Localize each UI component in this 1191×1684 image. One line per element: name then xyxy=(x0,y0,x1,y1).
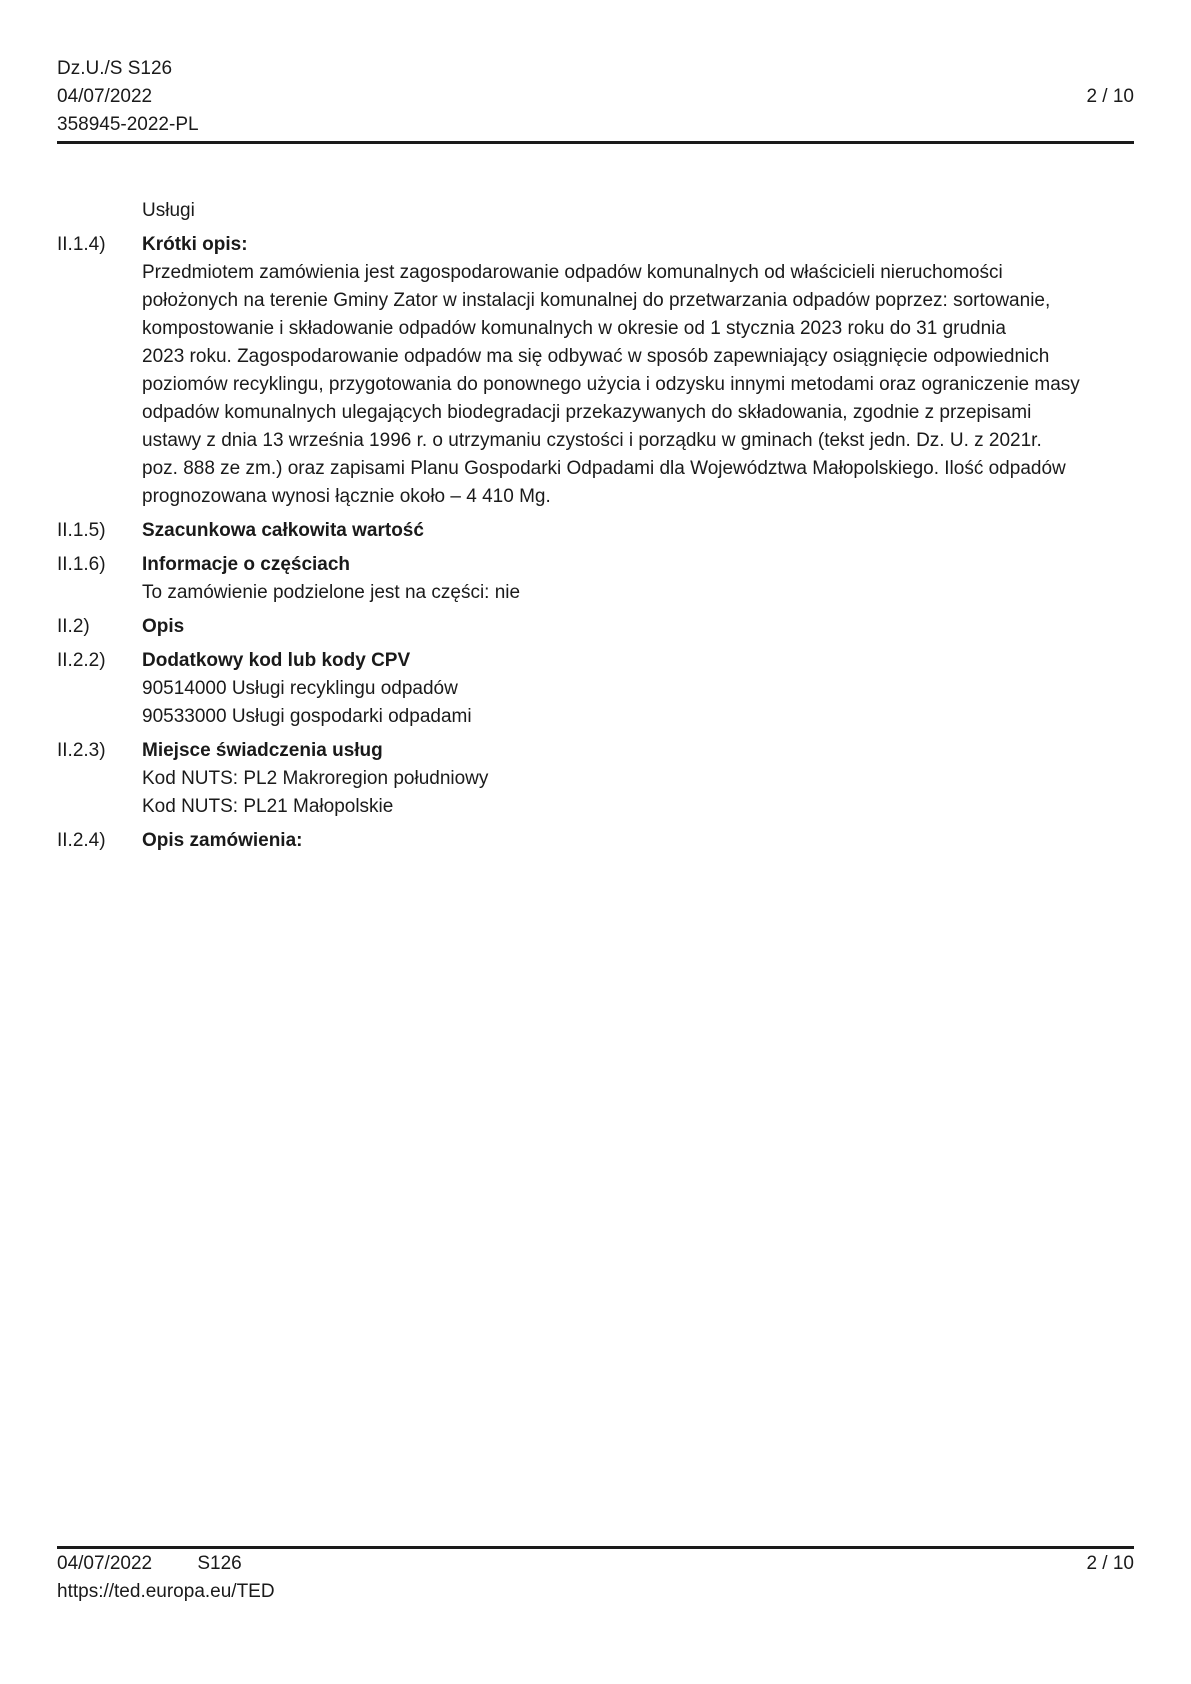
footer-date: 04/07/2022 xyxy=(57,1553,153,1574)
section-text-line: ustawy z dnia 13 września 1996 r. o utrzymaniu czystości i porządku w gminach (tekst jedn. Dz. U. z 2021r. xyxy=(142,430,1042,451)
section-text-line: położonych na terenie Gminy Zator w instalacji komunalnej do przetwarzania odpadów poprzez: sortowanie, xyxy=(142,290,1051,311)
publication-date: 04/07/2022 xyxy=(57,86,153,107)
section-body xyxy=(142,827,1134,855)
page-header xyxy=(57,55,1134,144)
section-body xyxy=(142,231,1134,511)
section-title: Miejsce świadczenia usług xyxy=(142,740,383,761)
section-body xyxy=(142,551,1134,607)
footer-page-number: 2 / 10 xyxy=(1086,1553,1134,1574)
footer-issue: S126 xyxy=(197,1553,242,1574)
footer-url-row xyxy=(57,1578,1134,1606)
section-number: II.2.2) xyxy=(57,650,106,671)
section-text-line: 90533000 Usługi gospodarki odpadami xyxy=(142,706,472,727)
header-page-number: 2 / 10 xyxy=(1086,86,1134,107)
section-text-line: 2023 roku. Zagospodarowanie odpadów ma się odbywać w sposób zapewniający osiągnięcie odpowiednich xyxy=(142,346,1050,367)
section-item xyxy=(57,517,1134,545)
section-item xyxy=(57,647,1134,731)
section-title: Dodatkowy kod lub kody CPV xyxy=(142,650,411,671)
section-body xyxy=(142,737,1134,821)
document-id: 358945-2022-PL xyxy=(57,114,199,135)
section-title: Informacje o częściach xyxy=(142,554,351,575)
page-footer xyxy=(57,1546,1134,1606)
section-text-line: prognozowana wynosi łącznie około – 4 410 Mg. xyxy=(142,486,551,507)
section-item xyxy=(57,231,1134,511)
section-number: II.1.4) xyxy=(57,234,106,255)
header-meta xyxy=(57,55,199,139)
section-list xyxy=(57,231,1134,855)
section-number: II.1.5) xyxy=(57,520,106,541)
section-body xyxy=(142,613,1134,641)
section-title: Opis xyxy=(142,616,185,637)
section-title: Krótki opis: xyxy=(142,234,248,255)
section-number: II.2) xyxy=(57,616,90,637)
section-body xyxy=(142,517,1134,545)
section-number: II.1.6) xyxy=(57,554,106,575)
section-text-line: Kod NUTS: PL21 Małopolskie xyxy=(142,796,394,817)
journal-reference: Dz.U./S S126 xyxy=(57,58,173,79)
section-title: Opis zamówienia: xyxy=(142,830,303,851)
footer-link[interactable]: https://ted.europa.eu/TED xyxy=(57,1581,275,1602)
section-item xyxy=(57,827,1134,855)
section-number: II.2.4) xyxy=(57,830,106,851)
section-number: II.2.3) xyxy=(57,740,106,761)
footer-row xyxy=(57,1550,1134,1578)
section-text-line: Przedmiotem zamówienia jest zagospodarowanie odpadów komunalnych od właścicieli nieruchomości xyxy=(142,262,1003,283)
section-text-line: 90514000 Usługi recyklingu odpadów xyxy=(142,678,458,699)
section-text-line: kompostowanie i składowanie odpadów komunalnych w okresie od 1 stycznia 2023 roku do 31 grudnia xyxy=(142,318,1006,339)
section-title: Szacunkowa całkowita wartość xyxy=(142,520,424,541)
section-text-line: poziomów recyklingu, przygotowania do ponownego użycia i odzysku innymi metodami oraz ograniczenie masy xyxy=(142,374,1080,395)
section-item xyxy=(57,551,1134,607)
section-text-line: To zamówienie podzielone jest na części: nie xyxy=(142,582,521,603)
section-text-line: Kod NUTS: PL2 Makroregion południowy xyxy=(142,768,489,789)
section-item xyxy=(57,613,1134,641)
document-content xyxy=(57,197,1134,861)
continued-text: Usługi xyxy=(142,200,195,221)
section-body xyxy=(142,647,1134,731)
section-text-line: odpadów komunalnych ulegających biodegradacji przekazywanych do składowania, zgodnie z przepisami xyxy=(142,402,1032,423)
section-item xyxy=(57,737,1134,821)
section-text-line: poz. 888 ze zm.) oraz zapisami Planu Gospodarki Odpadami dla Województwa Małopolskiego. Ilość odpadów xyxy=(142,458,1066,479)
